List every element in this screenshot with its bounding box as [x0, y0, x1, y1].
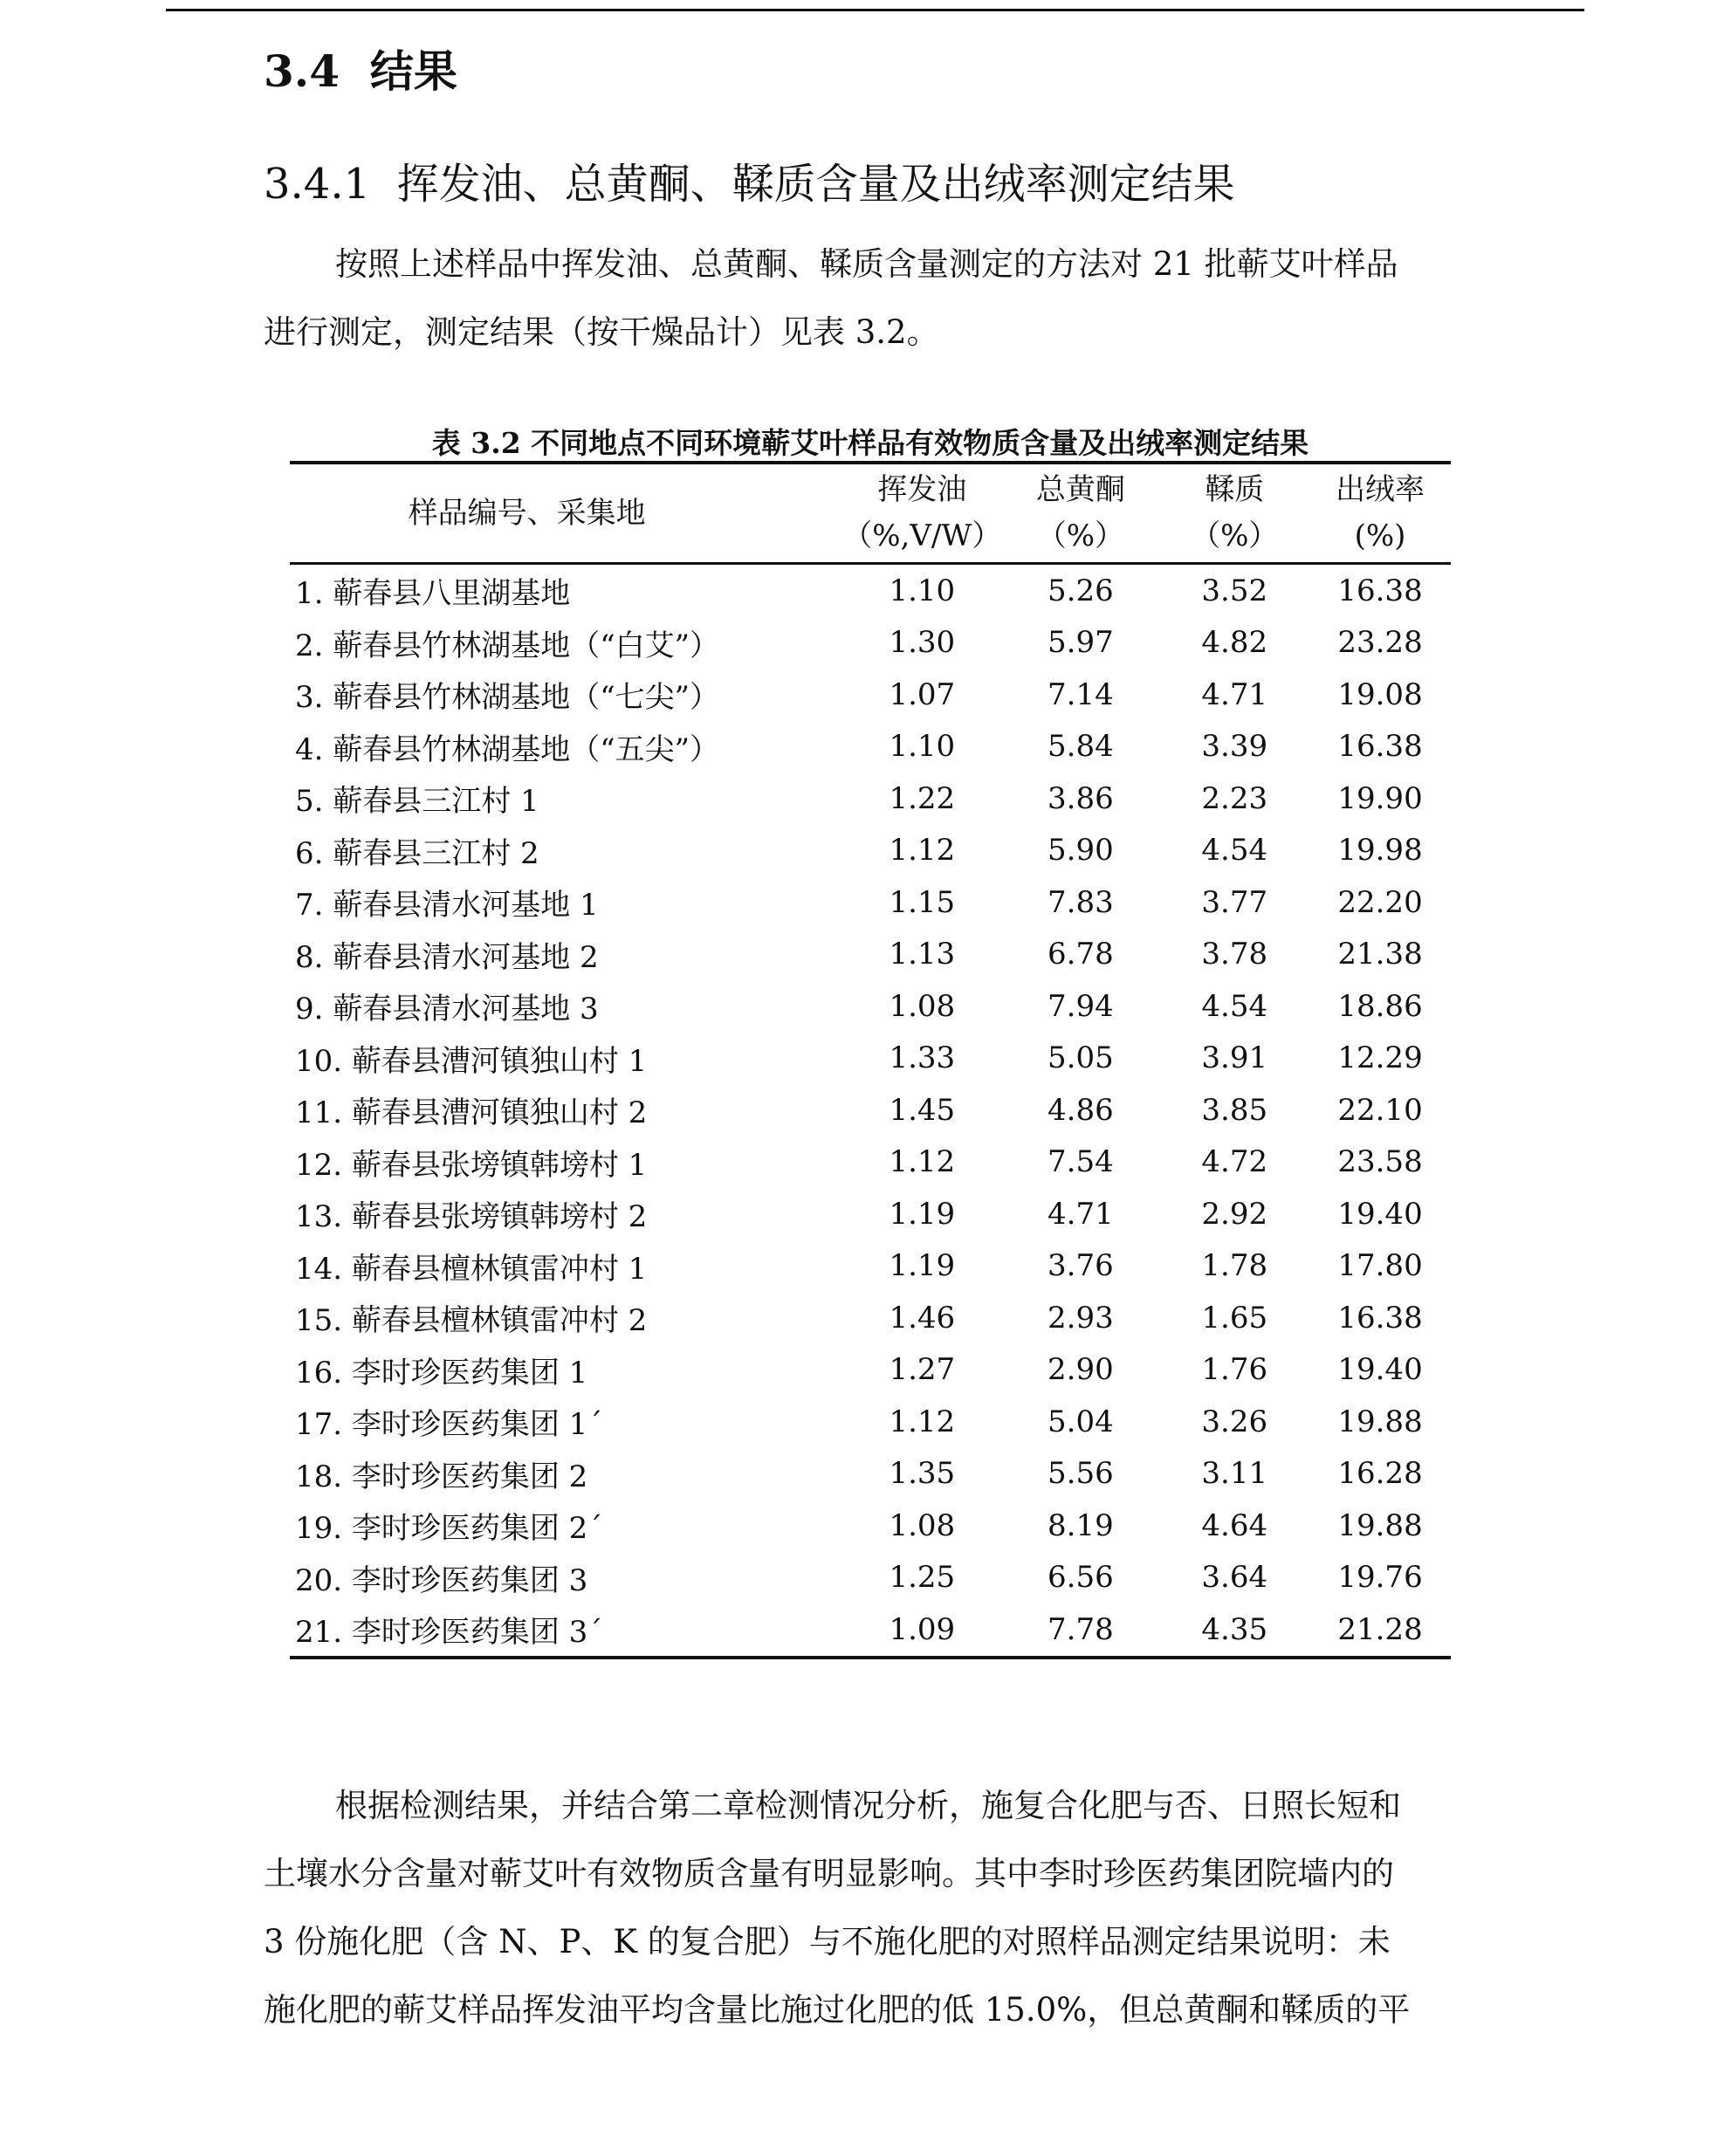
cell-fluff: 23.28 — [1337, 625, 1423, 661]
cell-name: 21. 李时珍医药集团 3´ — [290, 1603, 842, 1658]
cell-oil: 1.13 — [889, 937, 956, 972]
table-row — [290, 1084, 1451, 1136]
table-row — [290, 876, 1451, 929]
cell-oil: 1.10 — [889, 573, 956, 608]
conclusion-line: 土壤水分含量对蕲艾叶有效物质含量有明显影响。其中李时珍医药集团院墙内的 — [264, 1855, 1394, 1892]
cell-flavone: 5.56 — [1048, 1456, 1114, 1492]
header-fluff: 出绒率 (%) — [1309, 463, 1451, 564]
cell-fluff: 22.20 — [1337, 884, 1423, 920]
header-flavone: 总黄酮 （%） — [1001, 463, 1159, 564]
cell-flavone: 5.97 — [1048, 625, 1114, 661]
cell-tannin: 2.92 — [1201, 1196, 1268, 1232]
results-table — [290, 461, 1451, 1659]
cell-fluff: 16.38 — [1337, 729, 1423, 765]
cell-name: 8. 蕲春县清水河基地 2 — [295, 939, 599, 975]
table-row — [290, 825, 1451, 877]
section-heading: 3.4 结果 — [264, 45, 457, 97]
table-row — [290, 1240, 1451, 1293]
cell-fluff: 17.80 — [1337, 1248, 1423, 1284]
cell-flavone: 7.14 — [1048, 676, 1114, 712]
cell-tannin: 4.35 — [1159, 1603, 1309, 1658]
cell-oil: 1.46 — [889, 1300, 956, 1335]
cell-name: 11. 蕲春县漕河镇独山村 2 — [295, 1095, 648, 1131]
cell-fluff: 19.98 — [1337, 833, 1423, 869]
cell-fluff: 19.76 — [1337, 1560, 1423, 1596]
cell-tannin: 4.64 — [1201, 1507, 1268, 1543]
cell-tannin: 4.71 — [1201, 676, 1268, 712]
cell-oil: 1.19 — [889, 1248, 956, 1284]
cell-flavone: 6.56 — [1048, 1560, 1114, 1596]
cell-oil: 1.22 — [889, 780, 956, 816]
cell-name: 1. 蕲春县八里湖基地 — [295, 576, 571, 612]
cell-oil: 1.12 — [889, 1144, 956, 1180]
cell-oil: 1.10 — [889, 729, 956, 765]
cell-tannin: 4.54 — [1201, 988, 1268, 1024]
cell-name: 3. 蕲春县竹林湖基地（“七尖”） — [295, 680, 720, 716]
cell-name: 7. 蕲春县清水河基地 1 — [295, 888, 599, 924]
cell-flavone: 8.19 — [1048, 1507, 1114, 1543]
table-row — [290, 564, 1451, 617]
cell-tannin: 3.64 — [1201, 1560, 1268, 1596]
cell-name: 15. 蕲春县檀林镇雷冲村 2 — [295, 1303, 648, 1339]
cell-tannin: 3.52 — [1201, 573, 1268, 608]
cell-fluff: 22.10 — [1337, 1092, 1423, 1128]
cell-fluff: 18.86 — [1337, 988, 1423, 1024]
cell-tannin: 1.76 — [1201, 1352, 1268, 1388]
table-row — [290, 1500, 1451, 1552]
table-row — [290, 617, 1451, 669]
header-oil: 挥发油 （%,V/W） — [842, 463, 1001, 564]
cell-tannin: 1.65 — [1201, 1300, 1268, 1335]
table-row — [290, 1136, 1451, 1189]
cell-tannin: 1.78 — [1201, 1248, 1268, 1284]
cell-oil: 1.15 — [889, 884, 956, 920]
cell-tannin: 3.85 — [1201, 1092, 1268, 1128]
cell-fluff: 19.88 — [1337, 1404, 1423, 1439]
cell-name: 19. 李时珍医药集团 2´ — [295, 1511, 603, 1547]
cell-fluff: 19.90 — [1337, 780, 1423, 816]
table-row — [290, 1188, 1451, 1240]
cell-fluff: 16.38 — [1337, 573, 1423, 608]
conclusion-line: 根据检测结果，并结合第二章检测情况分析，施复合化肥与否、日照长短和 — [335, 1787, 1401, 1824]
cell-flavone: 4.86 — [1048, 1092, 1114, 1128]
cell-tannin: 3.39 — [1201, 729, 1268, 765]
cell-name: 18. 李时珍医药集团 2 — [295, 1459, 588, 1494]
cell-flavone: 7.94 — [1048, 988, 1114, 1024]
cell-name: 4. 蕲春县竹林湖基地（“五尖”） — [295, 731, 720, 767]
cell-oil: 1.08 — [889, 988, 956, 1024]
table-row — [290, 772, 1451, 825]
cell-oil: 1.27 — [889, 1352, 956, 1388]
cell-oil: 1.30 — [889, 625, 956, 661]
table-row — [290, 1552, 1451, 1604]
cell-name: 16. 李时珍医药集团 1 — [295, 1355, 588, 1390]
cell-oil: 1.35 — [889, 1456, 956, 1492]
table-row — [290, 1033, 1451, 1085]
table-row — [290, 1396, 1451, 1448]
cell-name: 5. 蕲春县三江村 1 — [295, 784, 539, 820]
cell-fluff: 16.38 — [1337, 1300, 1423, 1335]
cell-name: 14. 蕲春县檀林镇雷冲村 1 — [295, 1251, 648, 1287]
cell-flavone: 5.84 — [1048, 729, 1114, 765]
header-rule — [166, 9, 1584, 11]
cell-name: 6. 蕲春县三江村 2 — [295, 835, 539, 871]
table-row — [290, 1292, 1451, 1344]
cell-fluff: 19.88 — [1337, 1507, 1423, 1543]
cell-fluff: 12.29 — [1337, 1040, 1423, 1076]
cell-tannin: 4.54 — [1201, 833, 1268, 869]
cell-tannin: 3.78 — [1201, 937, 1268, 972]
conclusion-line: 施化肥的蕲艾样品挥发油平均含量比施过化肥的低 15.0%，但总黄酮和鞣质的平 — [264, 1991, 1411, 2029]
cell-flavone: 6.78 — [1048, 937, 1114, 972]
cell-flavone: 3.86 — [1048, 780, 1114, 816]
cell-name: 20. 李时珍医药集团 3 — [295, 1562, 588, 1598]
cell-tannin: 3.26 — [1201, 1404, 1268, 1439]
cell-oil: 1.19 — [889, 1196, 956, 1232]
cell-oil: 1.07 — [889, 676, 956, 712]
table-row — [290, 1344, 1451, 1397]
conclusion-paragraph — [264, 1789, 1486, 2062]
table-body — [290, 564, 1451, 1658]
cell-tannin: 3.91 — [1201, 1040, 1268, 1076]
cell-tannin: 3.77 — [1201, 884, 1268, 920]
cell-flavone: 5.90 — [1048, 833, 1114, 869]
cell-name: 13. 蕲春县张塝镇韩塝村 2 — [295, 1199, 648, 1235]
cell-flavone: 5.05 — [1048, 1040, 1114, 1076]
cell-oil: 1.12 — [889, 833, 956, 869]
cell-oil: 1.33 — [889, 1040, 956, 1076]
cell-flavone: 5.26 — [1048, 573, 1114, 608]
cell-fluff: 21.28 — [1309, 1603, 1451, 1658]
cell-flavone: 5.04 — [1048, 1404, 1114, 1439]
cell-flavone: 7.83 — [1048, 884, 1114, 920]
cell-name: 12. 蕲春县张塝镇韩塝村 1 — [295, 1147, 648, 1183]
cell-fluff: 23.58 — [1337, 1144, 1423, 1180]
cell-fluff: 21.38 — [1337, 937, 1423, 972]
cell-name: 10. 蕲春县漕河镇独山村 1 — [295, 1043, 648, 1079]
cell-flavone: 2.90 — [1048, 1352, 1114, 1388]
conclusion-line: 3 份施化肥（含 N、P、K 的复合肥）与不施化肥的对照样品测定结果说明：未 — [264, 1923, 1391, 1960]
table-row — [290, 929, 1451, 981]
intro-line: 进行测定，测定结果（按干燥品计）见表 3.2。 — [264, 313, 939, 351]
table-row — [290, 1448, 1451, 1500]
subsection-heading: 3.4.1 挥发油、总黄酮、鞣质含量及出绒率测定结果 — [264, 160, 1235, 209]
header-tannin: 鞣质 （%） — [1159, 463, 1309, 564]
cell-flavone: 4.71 — [1048, 1196, 1114, 1232]
cell-name: 17. 李时珍医药集团 1´ — [295, 1407, 603, 1443]
cell-tannin: 4.72 — [1201, 1144, 1268, 1180]
table-header-row — [290, 463, 1451, 564]
cell-fluff: 19.08 — [1337, 676, 1423, 712]
cell-flavone: 7.54 — [1048, 1144, 1114, 1180]
cell-tannin: 2.23 — [1201, 780, 1268, 816]
cell-tannin: 4.82 — [1201, 625, 1268, 661]
table-row — [290, 980, 1451, 1033]
table-row — [290, 1603, 1451, 1658]
cell-oil: 1.12 — [889, 1404, 956, 1439]
cell-oil: 1.09 — [842, 1603, 1001, 1658]
table-caption: 表 3.2 不同地点不同环境蕲艾叶样品有效物质含量及出绒率测定结果 — [431, 426, 1309, 460]
cell-oil: 1.08 — [889, 1507, 956, 1543]
cell-fluff: 19.40 — [1337, 1196, 1423, 1232]
cell-tannin: 3.11 — [1201, 1456, 1268, 1492]
cell-flavone: 2.93 — [1048, 1300, 1114, 1335]
intro-paragraph — [264, 245, 1486, 384]
header-sample: 样品编号、采集地 — [290, 463, 842, 564]
table-row — [290, 669, 1451, 721]
cell-flavone: 7.78 — [1001, 1603, 1159, 1658]
cell-oil: 1.45 — [889, 1092, 956, 1128]
intro-line: 按照上述样品中挥发油、总黄酮、鞣质含量测定的方法对 21 批蕲艾叶样品 — [335, 245, 1398, 283]
table-row — [290, 721, 1451, 773]
cell-oil: 1.25 — [889, 1560, 956, 1596]
cell-name: 2. 蕲春县竹林湖基地（“白艾”） — [295, 628, 720, 663]
cell-fluff: 16.28 — [1337, 1456, 1423, 1492]
cell-flavone: 3.76 — [1048, 1248, 1114, 1284]
cell-name: 9. 蕲春县清水河基地 3 — [295, 992, 599, 1027]
cell-fluff: 19.40 — [1337, 1352, 1423, 1388]
